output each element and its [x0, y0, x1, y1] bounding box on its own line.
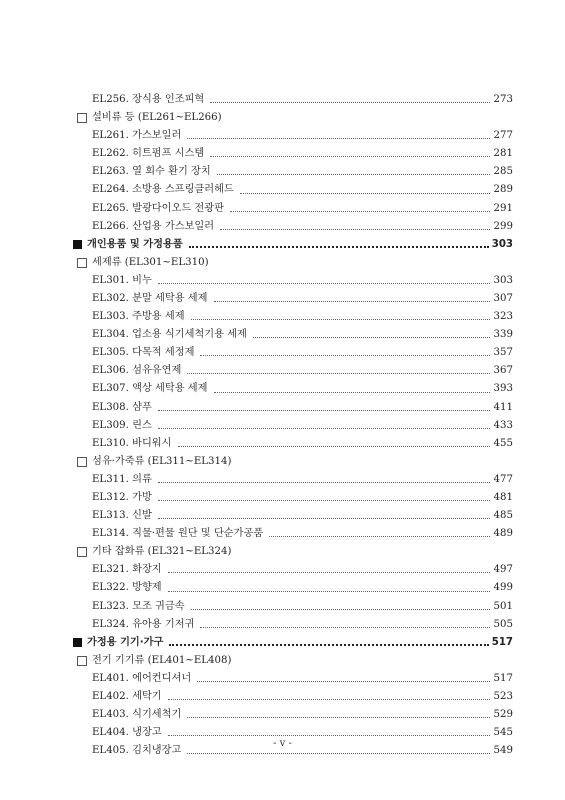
toc-section-row[interactable] — [73, 634, 513, 652]
dot-leader — [200, 626, 490, 628]
dot-leader — [187, 716, 490, 718]
dot-leader — [269, 535, 490, 537]
dot-leader — [220, 228, 490, 230]
page-number-footer: - v - — [273, 738, 292, 749]
table-of-contents — [73, 91, 513, 760]
toc-page-number: 517 — [493, 672, 513, 684]
toc-label: EL306. 섬유유연제 — [92, 365, 182, 377]
toc-page-number: 289 — [493, 184, 513, 196]
toc-page-number: 485 — [493, 510, 513, 522]
toc-page-number: 501 — [493, 600, 513, 612]
dot-leader — [158, 282, 490, 284]
toc-label: EL403. 식기세척기 — [92, 709, 182, 721]
toc-label: EL314. 직물·편물 원단 및 단순가공품 — [92, 528, 264, 540]
open-square-icon — [77, 258, 87, 268]
toc-page-number: 393 — [493, 383, 513, 395]
toc-label: EL308. 샴푸 — [92, 401, 152, 413]
toc-label: EL303. 주방용 세제 — [92, 311, 185, 323]
toc-item-row[interactable] — [73, 272, 513, 290]
toc-item-row[interactable] — [73, 598, 513, 616]
toc-page-number: 299 — [493, 220, 513, 232]
dot-leader — [253, 336, 490, 338]
toc-item-row[interactable] — [73, 670, 513, 688]
toc-item-row[interactable] — [73, 218, 513, 236]
toc-label: EL322. 방향제 — [92, 582, 162, 594]
dot-leader — [191, 318, 490, 320]
dot-leader — [158, 499, 490, 501]
dot-leader — [178, 445, 491, 447]
toc-item-row[interactable] — [73, 706, 513, 724]
dot-leader — [168, 734, 490, 736]
open-square-icon — [77, 656, 87, 666]
toc-item-row[interactable] — [73, 399, 513, 417]
toc-page-number: 505 — [493, 618, 513, 630]
dot-leader — [214, 300, 491, 302]
dot-leader — [210, 101, 490, 103]
toc-page-number: 497 — [493, 564, 513, 576]
toc-label: EL301. 비누 — [92, 274, 152, 286]
open-square-icon — [77, 457, 87, 467]
toc-label: 전기 기기류 (EL401~EL408) — [92, 654, 232, 666]
toc-item-row[interactable] — [73, 163, 513, 181]
toc-label: EL321. 화장지 — [92, 564, 162, 576]
toc-label: EL324. 유아용 기저귀 — [92, 618, 195, 630]
toc-page-number: 499 — [493, 582, 513, 594]
dot-leader — [217, 173, 490, 175]
toc-item-row[interactable] — [73, 417, 513, 435]
toc-subsection-row[interactable] — [73, 543, 513, 561]
toc-label: 설비류 등 (EL261~EL266) — [92, 112, 222, 124]
toc-label: EL310. 바디워시 — [92, 437, 172, 449]
toc-label: EL402. 세탁기 — [92, 691, 162, 703]
toc-label: EL256. 장식용 인조피혁 — [92, 93, 205, 105]
toc-page-number: 291 — [493, 202, 513, 214]
toc-item-row[interactable] — [73, 290, 513, 308]
toc-item-row[interactable] — [73, 561, 513, 579]
toc-page-number: 339 — [493, 329, 513, 341]
toc-label: EL302. 분말 세탁용 세제 — [92, 292, 208, 304]
toc-page-number: 323 — [493, 311, 513, 323]
toc-page-number: 281 — [493, 148, 513, 160]
dot-leader — [158, 517, 490, 519]
toc-label: EL264. 소방용 스프링클러헤드 — [92, 184, 234, 196]
open-square-icon — [77, 113, 87, 123]
toc-page-number: 549 — [493, 745, 513, 757]
toc-item-row[interactable] — [73, 435, 513, 453]
dot-leader — [210, 155, 490, 157]
toc-label: 가정용 기기·가구 — [87, 636, 164, 648]
dot-leader — [189, 245, 489, 248]
toc-label: 개인용품 및 가정용품 — [87, 238, 183, 250]
toc-page-number: 529 — [493, 709, 513, 721]
toc-page-number: 481 — [493, 492, 513, 503]
toc-label: EL405. 김치냉장고 — [92, 745, 182, 757]
toc-item-row[interactable] — [73, 525, 513, 543]
toc-subsection-row[interactable] — [73, 652, 513, 670]
toc-page-number: 523 — [493, 691, 513, 703]
toc-page-number: 489 — [493, 528, 513, 540]
dot-leader — [214, 391, 491, 393]
toc-label: 기타 잡화류 (EL321~EL324) — [92, 546, 232, 558]
toc-page-number: 455 — [493, 437, 513, 449]
dot-leader — [168, 571, 490, 573]
toc-label: EL307. 액상 세탁용 세제 — [92, 383, 208, 395]
toc-page-number: 285 — [493, 166, 513, 178]
dot-leader — [200, 354, 490, 356]
toc-page-number: 517 — [491, 636, 513, 648]
toc-item-row[interactable] — [73, 507, 513, 525]
dot-leader — [197, 680, 490, 682]
toc-label: EL323. 모조 귀금속 — [92, 600, 185, 612]
dot-leader — [158, 427, 490, 429]
toc-page-number: 357 — [493, 347, 513, 359]
toc-label: EL309. 린스 — [92, 419, 152, 431]
toc-page-number: 277 — [493, 130, 513, 142]
filled-square-icon — [73, 240, 82, 249]
toc-label: EL401. 에어컨디셔너 — [92, 672, 192, 684]
toc-page-number: 367 — [493, 365, 513, 377]
toc-item-row[interactable] — [73, 362, 513, 380]
toc-item-row[interactable] — [73, 616, 513, 634]
toc-label: EL261. 가스보일러 — [92, 130, 182, 142]
toc-item-row[interactable] — [73, 308, 513, 326]
toc-item-row[interactable] — [73, 200, 513, 218]
dot-leader — [187, 372, 490, 374]
filled-square-icon — [73, 638, 82, 647]
toc-label: EL311. 의류 — [92, 473, 152, 485]
toc-label: EL305. 다목적 세정제 — [92, 347, 195, 359]
dot-leader — [187, 137, 490, 139]
toc-page-number: 411 — [493, 401, 513, 413]
toc-label: EL263. 열 회수 환기 장치 — [92, 166, 211, 178]
toc-label: 섬유·가죽류 (EL311~EL314) — [92, 455, 232, 467]
toc-item-row[interactable] — [73, 326, 513, 344]
toc-item-row[interactable] — [73, 471, 513, 489]
dot-leader — [158, 481, 490, 483]
dot-leader — [191, 608, 490, 610]
toc-item-row[interactable] — [73, 91, 513, 109]
toc-label: EL266. 산업용 가스보일러 — [92, 220, 215, 232]
toc-label: EL265. 발광다이오드 전광판 — [92, 202, 224, 214]
toc-page-number: 477 — [493, 473, 513, 485]
toc-page-number: 303 — [491, 238, 513, 250]
toc-page-number: 307 — [493, 292, 513, 304]
toc-page-number: 303 — [493, 274, 513, 286]
toc-subsection-row[interactable] — [73, 453, 513, 471]
dot-leader — [168, 698, 490, 700]
toc-item-row[interactable] — [73, 688, 513, 706]
toc-page-number: 273 — [493, 93, 513, 105]
dot-leader — [187, 752, 490, 754]
toc-item-row[interactable] — [73, 344, 513, 362]
dot-leader — [230, 210, 490, 212]
toc-item-row[interactable] — [73, 381, 513, 399]
dot-leader — [169, 643, 488, 646]
toc-item-row[interactable] — [73, 145, 513, 163]
toc-label: EL312. 가방 — [92, 492, 152, 503]
open-square-icon — [77, 547, 87, 557]
toc-page-number: 433 — [493, 419, 513, 431]
toc-item-row[interactable] — [73, 489, 513, 507]
toc-item-row[interactable] — [73, 181, 513, 199]
dot-leader — [240, 192, 490, 194]
toc-item-row[interactable] — [73, 127, 513, 145]
toc-label: EL404. 냉장고 — [92, 727, 162, 739]
toc-label: 세제류 (EL301~EL310) — [92, 256, 209, 268]
dot-leader — [158, 409, 490, 411]
toc-section-row[interactable] — [73, 236, 513, 254]
toc-item-row[interactable] — [73, 580, 513, 598]
toc-page-number: 545 — [493, 727, 513, 739]
toc-label: EL304. 업소용 식기세척기용 세제 — [92, 329, 247, 341]
toc-subsection-row[interactable] — [73, 109, 513, 127]
toc-label: EL313. 신발 — [92, 510, 152, 522]
toc-subsection-row[interactable] — [73, 254, 513, 272]
dot-leader — [168, 590, 490, 592]
toc-label: EL262. 히트펌프 시스템 — [92, 148, 205, 160]
